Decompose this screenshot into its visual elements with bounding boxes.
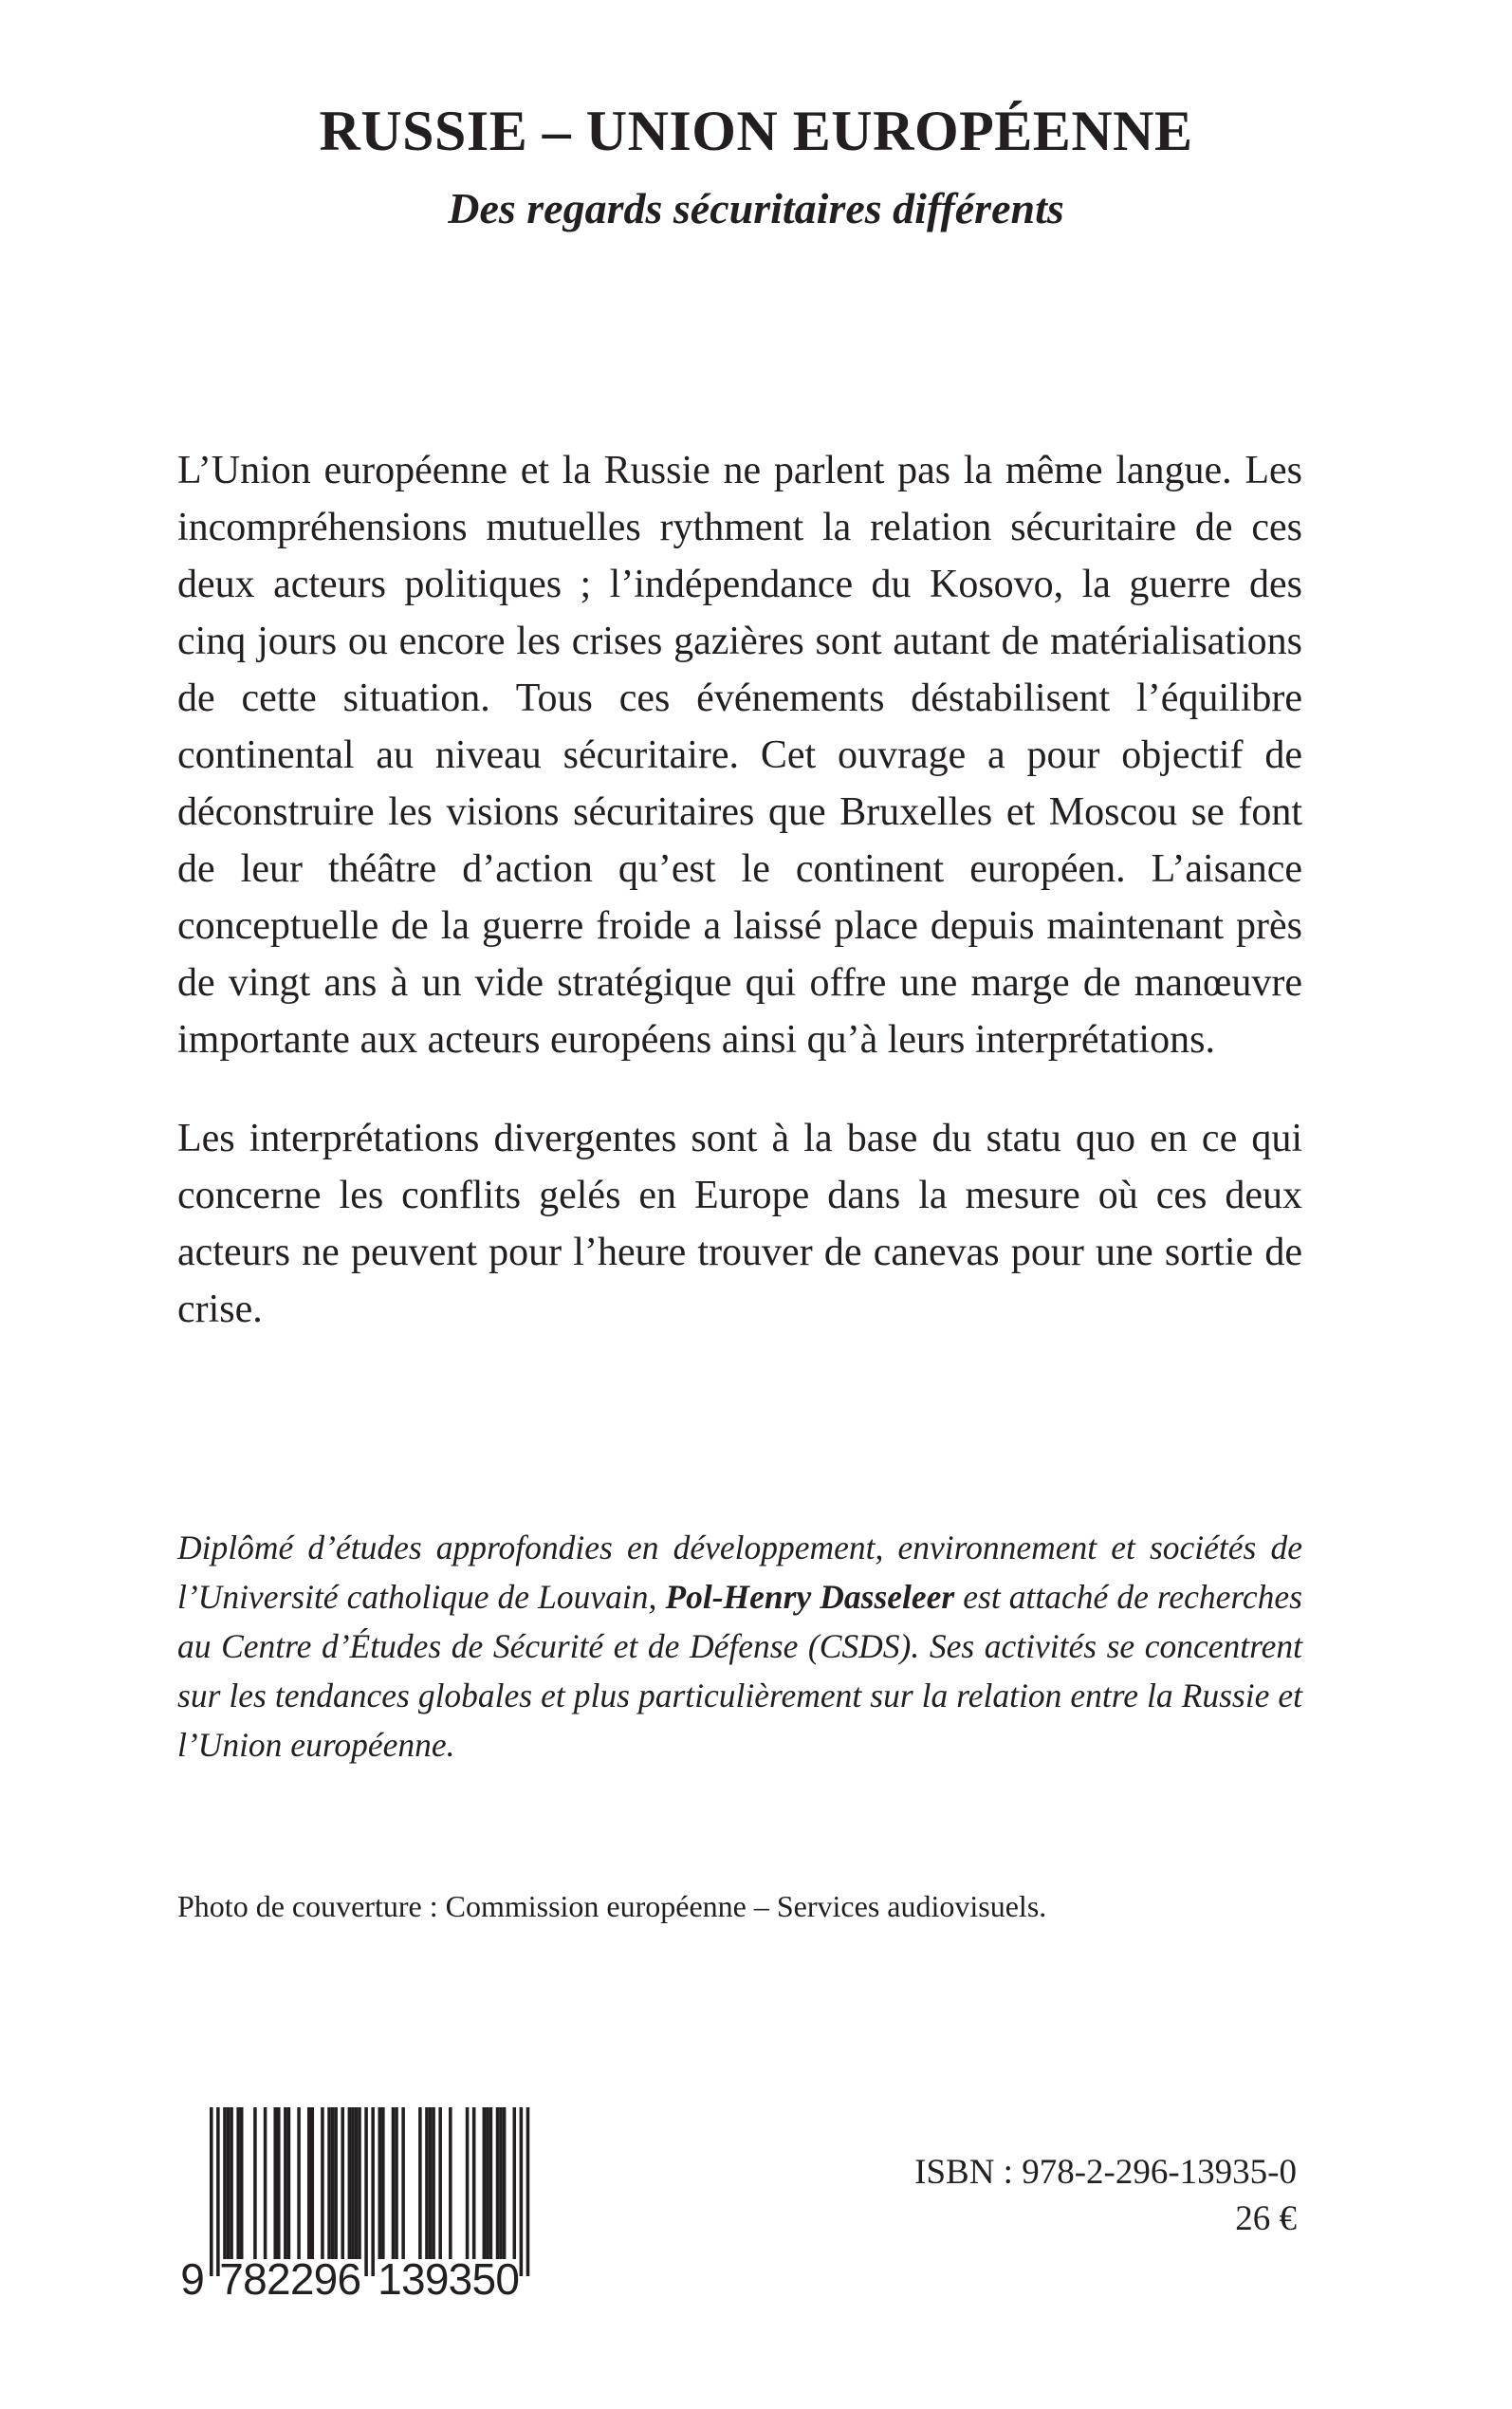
barcode-bar (236, 2107, 240, 2259)
barcode-digit: 7 (219, 2254, 244, 2298)
barcode-bar (216, 2107, 220, 2276)
barcode-bar (489, 2107, 493, 2259)
isbn: ISBN : 978-2-296-13935-0 (914, 2153, 1297, 2192)
barcode-bar (321, 2107, 324, 2259)
barcode-bar (425, 2107, 429, 2259)
bio-text: est attaché de recherches au Centre d’Études de Sécurité et de Défense (CSDS). Ses activités se concentrent sur les tendances globales et plus particulièrement sur la relation entre la Russie et l’Union européenne. (177, 1578, 1302, 1764)
barcode-bar (327, 2107, 331, 2259)
barcode-bar (483, 2107, 487, 2259)
barcode-digit: 2 (266, 2254, 291, 2298)
barcode-bar (358, 2107, 361, 2259)
barcode-bar (503, 2107, 507, 2259)
barcode-bar (486, 2107, 489, 2259)
barcode-bar (526, 2107, 530, 2276)
barcode-bar (240, 2107, 244, 2259)
author-name: Pol-Henry Dasseleer (665, 1578, 955, 1616)
barcode-digit: 3 (400, 2254, 426, 2298)
barcode-bar (230, 2107, 233, 2259)
barcode-bar (466, 2107, 470, 2259)
barcode-digit: 5 (471, 2254, 497, 2298)
barcode-bar (210, 2107, 213, 2276)
price: 26 € (1235, 2199, 1297, 2238)
bio-text: Diplômé d’études approfondies en développement, environnement et sociétés de l’Université catholique de Louvain, (177, 1529, 1302, 1616)
barcode-bar (348, 2107, 352, 2259)
barcode-bar (381, 2107, 385, 2259)
barcode-digit: 9 (180, 2254, 205, 2298)
summary-paragraph: Les interprétations divergentes sont à la base du statu quo en ce qui concerne les conflits gelés en Europe dans la mesure où ces deux acteurs ne peuvent pour l’heure trouver de canevas pour une sortie de crise. (177, 1117, 1302, 1331)
summary-paragraph: L’Union européenne et la Russie ne parlent pas la même langue. Les incompréhensions mutuelles rythment la relation sécuritaire de ces deux acteurs politiques ; l’indépendance du Kosovo, la guerre des cinq jours ou encore les crises gazières sont autant de matérialisations de cette situation. Tous ces événements déstabilisent l’équilibre continental au niveau sécuritaire. Cet ouvrage a pour objectif de déconstruire les visions sécuritaires que Bruxelles et Moscou se font de leur théâtre d’action qu’est le continent européen. L’aisance conceptuelle de la guerre froide a laissé place depuis maintenant près de vingt ans à un vide stratégique qui offre une marge de manœuvre importante aux acteurs européens ainsi qu’à leurs interprétations. (177, 449, 1302, 1062)
barcode-digit: 1 (378, 2254, 402, 2298)
barcode-digit: 6 (337, 2254, 362, 2298)
barcode (177, 2102, 592, 2298)
barcode-digit: 2 (289, 2254, 315, 2298)
barcode-bar (253, 2107, 257, 2259)
barcode-bar (273, 2107, 277, 2259)
barcode-bar (520, 2107, 524, 2276)
barcode-bar (392, 2107, 396, 2259)
barcode-bar (364, 2107, 368, 2276)
barcode-digit: 8 (243, 2254, 267, 2298)
barcode-bar (311, 2107, 315, 2259)
barcode-digit: 3 (448, 2254, 473, 2298)
barcode-bar (297, 2107, 301, 2259)
barcode-bar (418, 2107, 422, 2259)
barcode-bar (223, 2107, 227, 2259)
barcode-bar (496, 2107, 500, 2259)
book-title: RUSSIE – UNION EUROPÉENNE (319, 100, 1193, 162)
barcode-bar (334, 2107, 338, 2259)
book-subtitle: Des regards sécuritaires différents (448, 184, 1064, 232)
barcode-bar (513, 2107, 517, 2259)
barcode-bar (401, 2107, 405, 2259)
barcode-bar (449, 2107, 452, 2259)
photo-credit: Photo de couverture : Commission européenne – Services audiovisuels. (177, 1889, 1047, 1923)
barcode-bar (499, 2107, 503, 2259)
barcode-bar (331, 2107, 335, 2259)
barcode-bar (438, 2107, 442, 2259)
barcode-digit: 9 (313, 2254, 339, 2298)
barcode-bar (378, 2107, 382, 2259)
barcode-bar (264, 2107, 267, 2259)
barcode-bar (429, 2107, 433, 2259)
barcode-bar (341, 2107, 344, 2259)
barcode-digit: 0 (495, 2254, 520, 2298)
barcode-bar (371, 2107, 375, 2276)
barcode-bar (307, 2107, 311, 2259)
barcode-bar (432, 2107, 435, 2259)
author-bio (177, 1523, 1302, 1770)
barcode-bar (277, 2107, 281, 2259)
barcode-bar (351, 2107, 355, 2259)
barcode-bar (472, 2107, 476, 2259)
barcode-bar (287, 2107, 291, 2259)
barcode-bar (227, 2107, 230, 2259)
barcode-bar (395, 2107, 398, 2259)
barcode-bar (284, 2107, 287, 2259)
barcode-digit: 9 (424, 2254, 450, 2298)
barcode-bar (355, 2107, 359, 2259)
